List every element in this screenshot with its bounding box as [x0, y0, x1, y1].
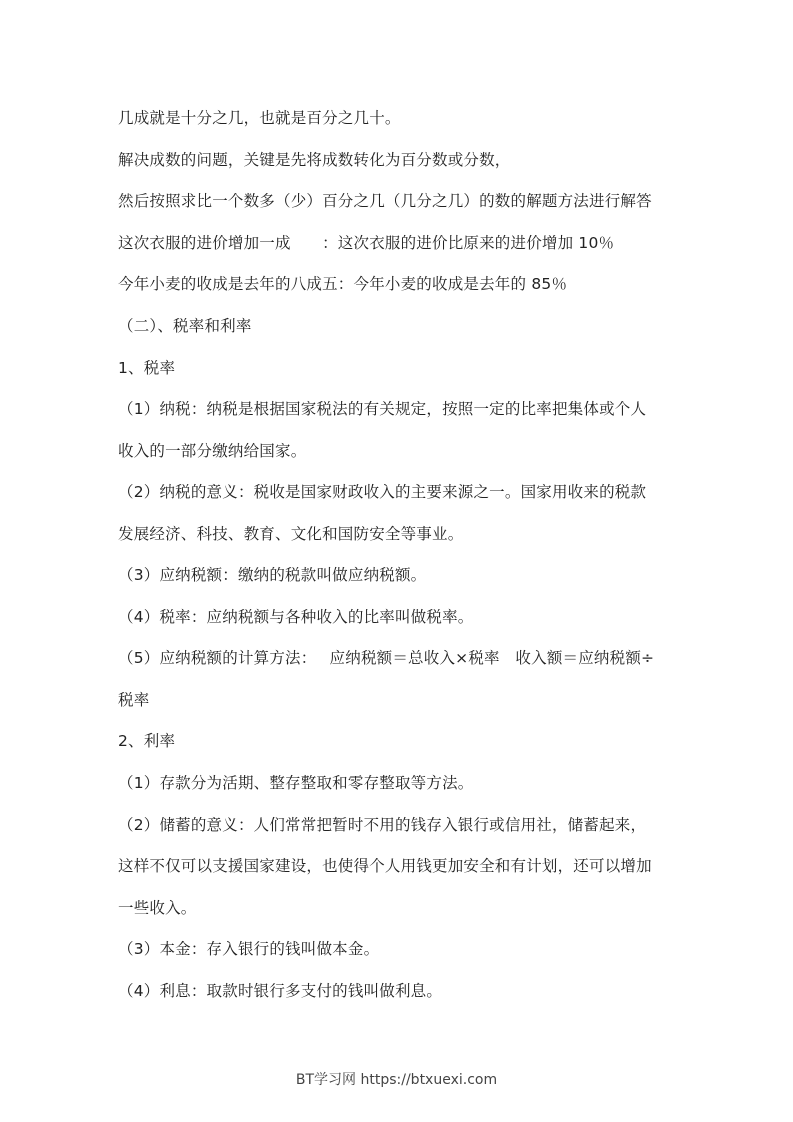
text-line: （2）储蓄的意义：人们常常把暂时不用的钱存入银行或信用社，储蓄起来， [118, 816, 647, 834]
text-line: 然后按照求比一个数多（少）百分之几（几分之几）的数的解题方法进行解答 [118, 192, 652, 210]
text-line: 税率 [118, 691, 150, 709]
text-line: （1）存款分为活期、整存整取和零存整取等方法。 [118, 774, 474, 792]
text-line: （3）本金：存入银行的钱叫做本金。 [118, 940, 380, 958]
subsection-heading: 2、利率 [118, 732, 176, 750]
page-footer: BT学习网 https://btxuexi.com [295, 1072, 498, 1088]
text-line: （1）纳税：纳税是根据国家税法的有关规定，按照一定的比率把集体或个人 [118, 400, 647, 418]
section-heading: （二）、税率和利率 [118, 317, 252, 335]
text-line: （3）应纳税额：缴纳的税款叫做应纳税额。 [118, 566, 427, 584]
text-line: （5）应纳税额的计算方法： 应纳税额＝总收入×税率 收入额＝应纳税额÷ [118, 649, 655, 667]
text-line: （4）利息：取款时银行多支付的钱叫做利息。 [118, 982, 443, 1000]
text-line: 这次衣服的进价增加一成 ：这次衣服的进价比原来的进价增加 10％ [118, 234, 615, 252]
text-line: 这样不仅可以支援国家建设，也使得个人用钱更加安全和有计划，还可以增加 [118, 857, 652, 875]
text-line: 收入的一部分缴纳给国家。 [118, 442, 307, 460]
text-line: （2）纳税的意义：税收是国家财政收入的主要来源之一。国家用收来的税款 [118, 483, 647, 501]
text-line: 今年小麦的收成是去年的八成五：今年小麦的收成是去年的 85％ [118, 275, 568, 293]
text-line: 解决成数的问题，关键是先将成数转化为百分数或分数， [118, 151, 511, 169]
text-line: 发展经济、科技、教育、文化和国防安全等事业。 [118, 525, 464, 543]
text-line: 几成就是十分之几，也就是百分之几十。 [118, 109, 401, 127]
text-line: （4）税率：应纳税额与各种收入的比率叫做税率。 [118, 608, 474, 626]
text-line: 一些收入。 [118, 899, 197, 917]
subsection-heading: 1、税率 [118, 359, 176, 377]
